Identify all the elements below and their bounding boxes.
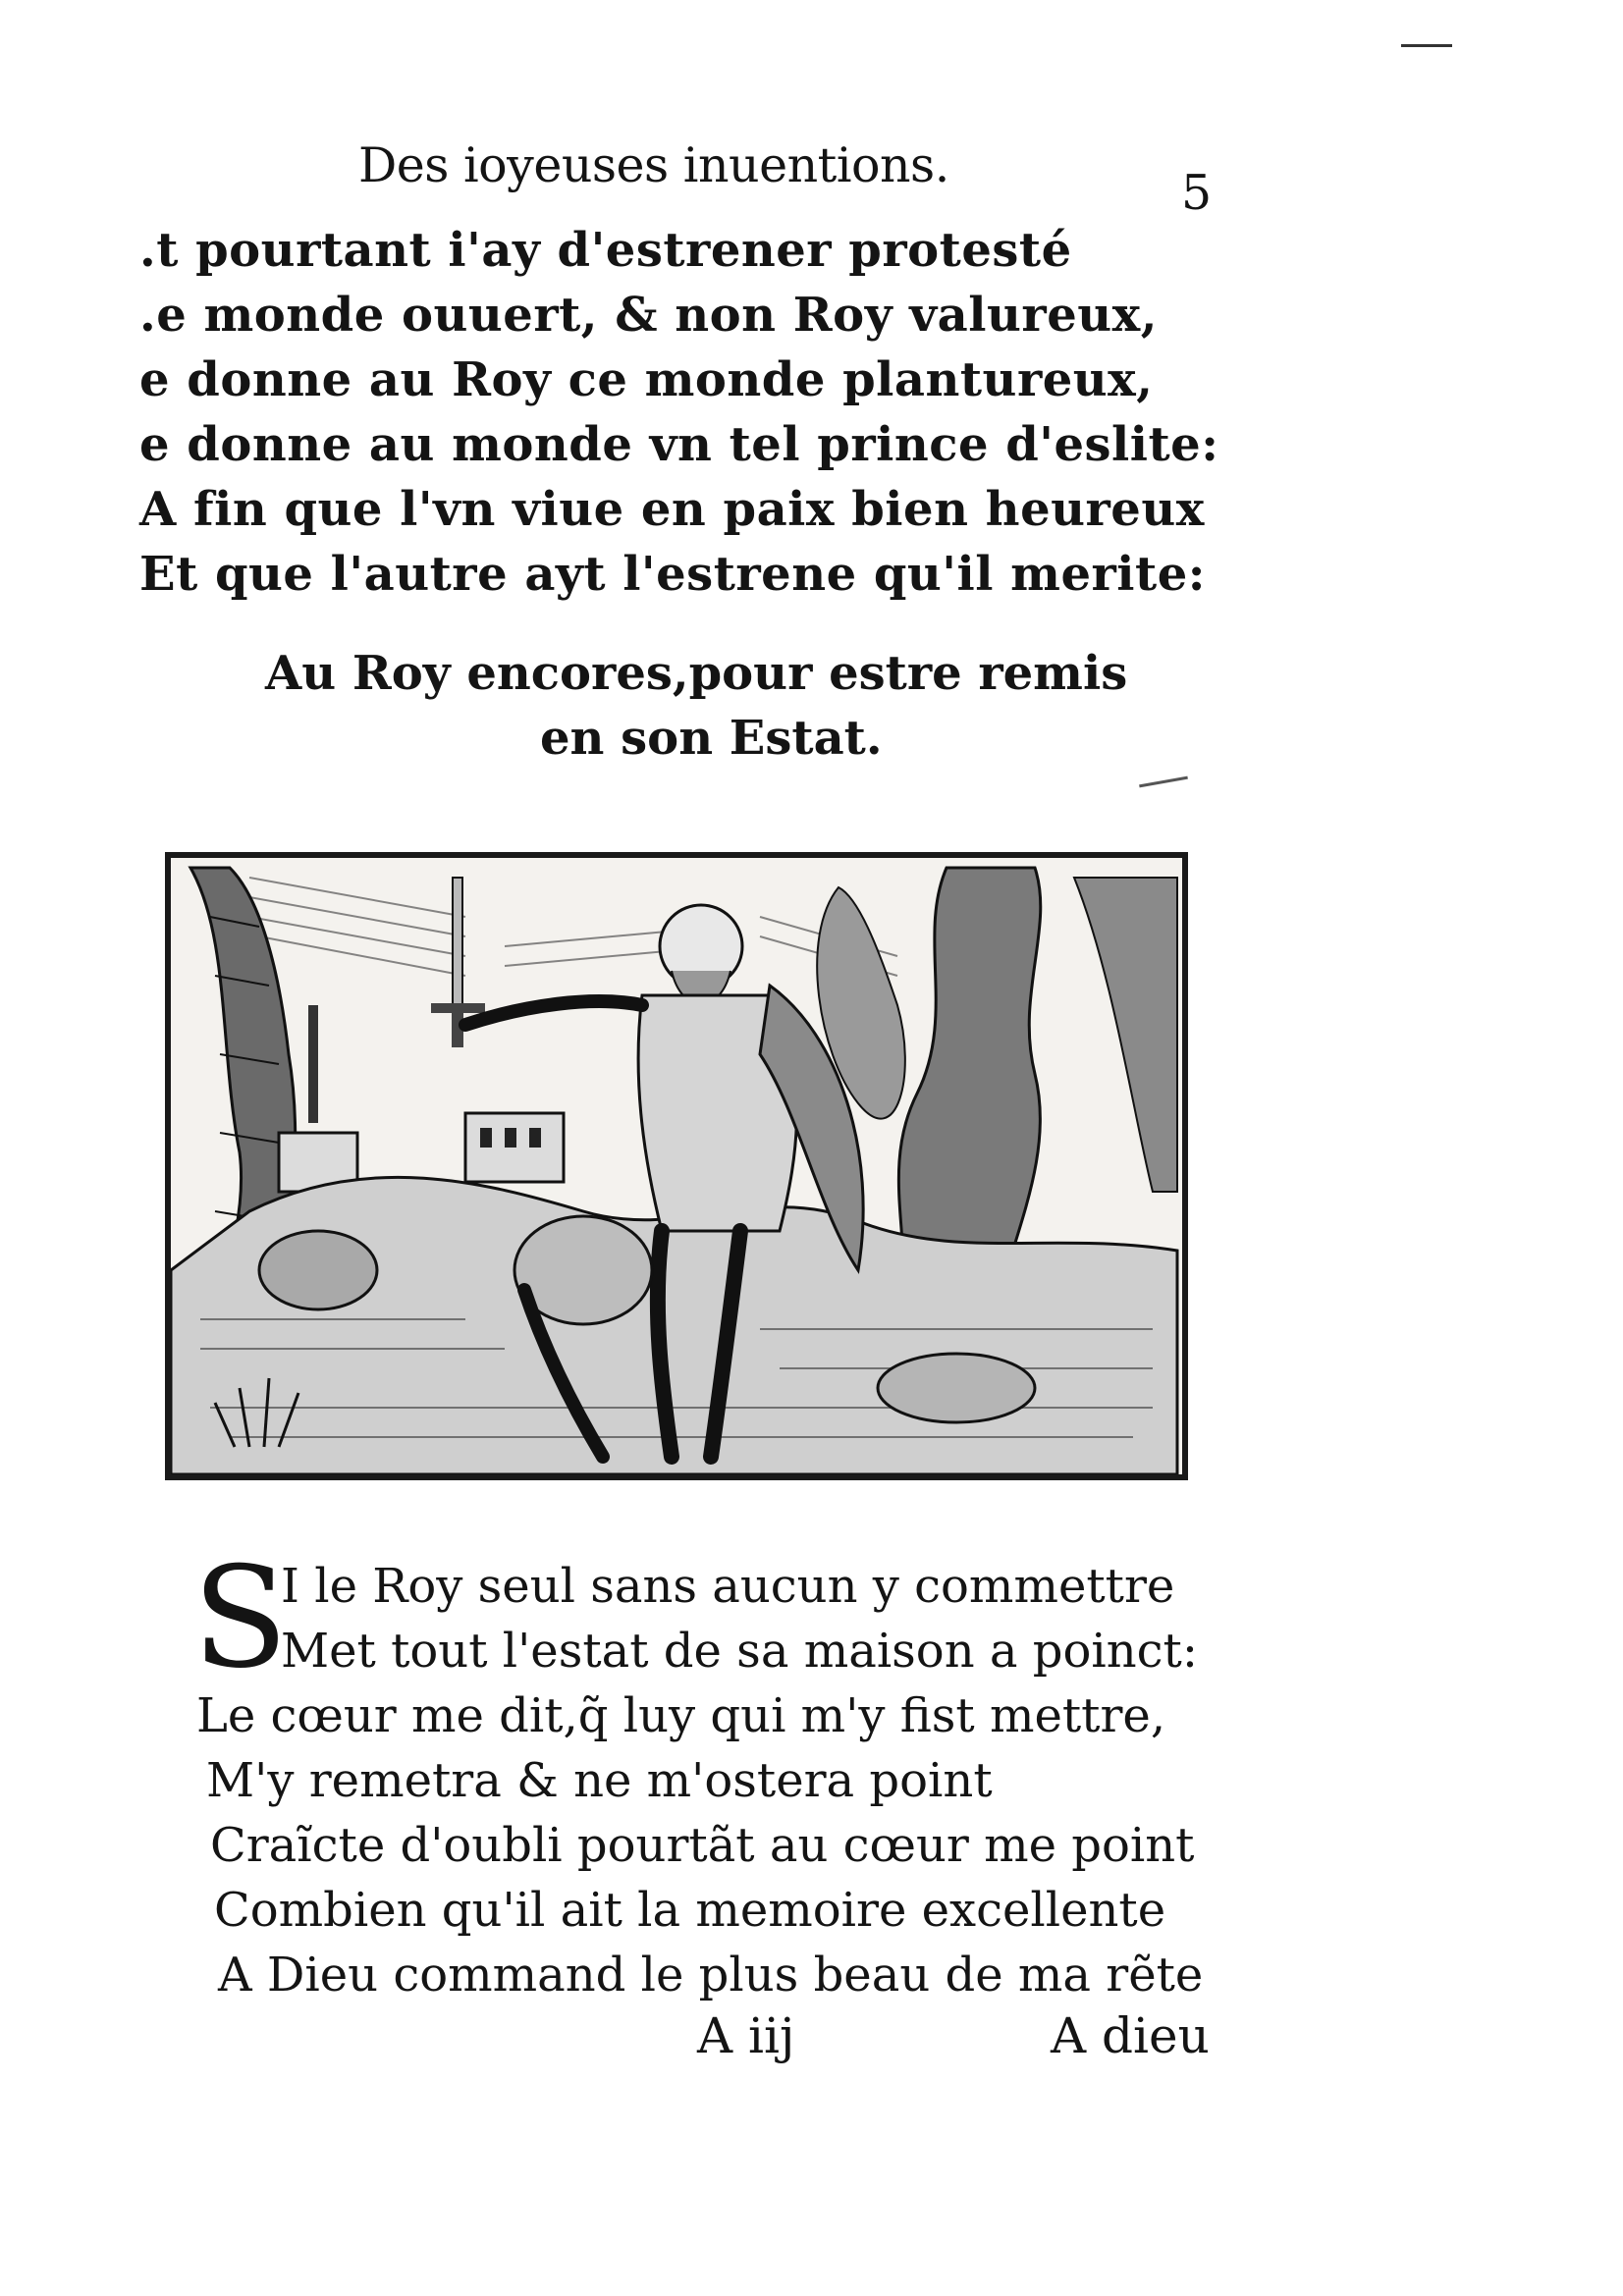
verse-line: e donne au monde vn tel prince d'eslite:	[139, 417, 1219, 472]
body-line: Met tout l'estat de sa maison a poinct:	[281, 1624, 1198, 1679]
running-head: Des ioyeuses inuentions.	[358, 137, 949, 193]
drop-cap: S	[192, 1537, 289, 1699]
woodcut-illustration	[165, 852, 1188, 1480]
body-line: I le Roy seul sans aucun y commettre	[281, 1559, 1175, 1614]
verse-line: A fin que l'vn viue en paix bien heureux	[139, 482, 1205, 537]
body-line: Craĩcte d'oubli pourtãt au cœur me point	[210, 1818, 1195, 1873]
stray-mark	[1139, 776, 1188, 788]
signature-mark: A iij	[697, 2007, 795, 2064]
heading-line-2: en son Estat.	[540, 711, 883, 766]
body-line: M'y remetra & ne m'ostera point	[206, 1753, 993, 1808]
verse-line: Et que l'autre ayt l'estrene qu'il merite:	[139, 547, 1206, 602]
body-text	[196, 1554, 1203, 2007]
catchword: A dieu	[1051, 2007, 1210, 2064]
body-line: Le cœur me dit,q̃ luy qui m'y fist mettre,	[196, 1688, 1166, 1743]
corner-mark	[1401, 44, 1452, 47]
heading-line-1: Au Roy encores,pour estre remis	[265, 646, 1128, 701]
verse-line: .t pourtant i'ay d'estrener protesté	[139, 223, 1072, 278]
body-line: Combien qu'il ait la memoire excellente	[214, 1883, 1166, 1938]
page-number: 5	[1181, 165, 1213, 221]
verse-line: .e monde ouuert, & non Roy valureux,	[139, 288, 1158, 343]
woodcut-illustration-icon	[171, 858, 1182, 1474]
verse-line: e donne au Roy ce monde plantureux,	[139, 352, 1154, 407]
verse-block	[139, 218, 1218, 607]
body-line: A Dieu command le plus beau de ma rẽte	[218, 1948, 1204, 2002]
